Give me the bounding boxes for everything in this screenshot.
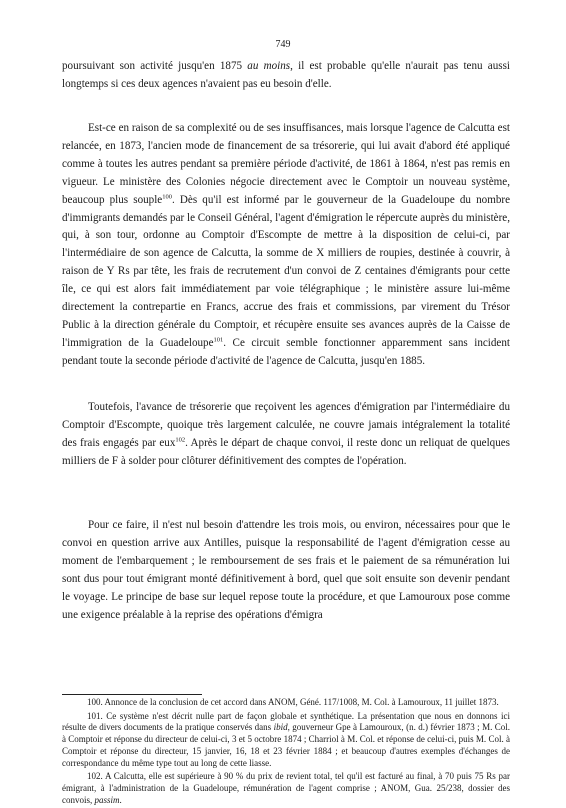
italic-text: au moins (247, 60, 291, 72)
text-run: 101. Ce système n'est décrit nulle part de façon globale et synthétique. La présentation que nous en donnons ici résulte de divers documents de la pratique conservés dans (62, 710, 510, 733)
text-run: poursuivant son activité jusqu'en 1875 (62, 60, 248, 72)
text-run: . Ce circuit semble fonctionner apparemment sans incident pendant toute la seconde période d'activité de l'agence de Calcutta, jusqu'en 1885. (62, 336, 510, 367)
footnote (62, 697, 510, 709)
text-run: Est-ce en raison de sa complexité ou de ses insuffisances, mais lorsque l'agence de Calcutta est relancée, en 1873, l'ancien mode de financement de sa trésorerie, qui lui avait d'abord été appliqué comme à toutes les autres pendant sa première période d'activité, de 1861 à 1864, n'est pas remis en vigueur. Le ministère des Colonies négocie directement avec le Comptoir un nouveau système, beaucoup plus souple (62, 122, 510, 206)
body-paragraph (62, 120, 510, 371)
footnote-ref: 101 (213, 336, 224, 344)
text-run: , gouverneur Gpe à Lamouroux, (n. d.) février 1873 ; M. Col. à Comptoir et réponse du directeur de celui-ci, 3 et 5 octobre 1874 ; Charriol à M. Col. et réponse de celui-ci, puis M. Col. à Comptoir et réponse du directeur, 15 janvier, 16, 18 et 23 février 1884 ; et beaucoup d'autres exemples d'échanges de correspondance du même type tout au long de cette liasse. (62, 722, 510, 768)
footnote (62, 711, 510, 770)
body-paragraph (62, 58, 510, 94)
body-paragraph (62, 399, 510, 471)
italic-text: passim (94, 794, 120, 805)
body-paragraph (62, 517, 510, 624)
footnote (62, 771, 510, 806)
footnote-separator (62, 694, 202, 695)
text-run: . Après le départ de chaque convoi, il reste donc un reliquat de quelques milliers de F à solder pour clôturer définitivement des comptes de l'opération. (62, 436, 510, 467)
page-number: 749 (275, 39, 291, 50)
footnotes-section (62, 697, 510, 808)
footnote-ref: 100 (162, 192, 172, 200)
footnote-ref: 102 (175, 436, 186, 444)
text-run: Toutefois, l'avance de trésorerie que reçoivent les agences d'émigration par l'intermédiaire du Comptoir d'Escompte, quoique très largement calculée, ne couvre jamais intégralement la totalité des frais engagés par eux (62, 401, 510, 449)
text-run: 102. A Calcutta, elle est supérieure à 90 % du prix de revient total, tel qu'il est facturé au final, à 70 puis 75 Rs par émigrant, à l'administration de la Guadeloupe, rémunération de l'agent comprise ; ANOM, Gua. 25/238, dossier des convois, (62, 771, 510, 805)
text-run: Pour ce faire, il n'est nul besoin d'attendre les trois mois, ou environ, nécessaires pour que le convoi en question arrive aux Antilles, puisque la responsabilité de l'agent d'émigration cesse au moment de l'embarquement ; le remboursement de ses frais et le paiement de sa rémunération lui sont dus pour tout émigrant monté définitivement à bord, quel que soit ensuite son devenir pendant le voyage. Le principe de base sur lequel repose toute la procédure, et que Lamouroux pose comme une exigence préalable à la reprise des opérations d'émigra (62, 519, 510, 621)
italic-text: ibid (273, 722, 288, 733)
text-run: . (119, 794, 122, 805)
text-run: 100. Annonce de la conclusion de cet accord dans ANOM, Géné. 117/1008, M. Col. à Lamouroux, 11 juillet 1873. (87, 697, 499, 707)
text-run: . Dès qu'il est informé par le gouverneur de la Guadeloupe du nombre d'immigrants demandés par le Conseil Général, l'agent d'émigration le répercute auprès du ministère, qui, à son tour, ordonne au Comptoir d'Escompte de mettre à la disposition de celui-ci, par l'intermédiaire de son agence de Calcutta, la somme de X milliers de roupies, destinée à couvrir, à raison de Y Rs par tête, les frais de recrutement d'un convoi de Z centaines d'émigrants pour cette île, ce qui est alors fait immédiatement par voie télégraphique ; le ministère assure lui-même directement la contrepartie en Francs, accrue des frais et commissions, par virement du Trésor Public à la direction générale du Comptoir, et récupère ensuite ses avances auprès de la Caisse de l'immigration de la Guadeloupe (62, 193, 510, 349)
text-run: , il est probable qu'elle n'aurait pas tenu aussi longtemps si ces deux agences n'avaient pas eu besoin d'elle. (62, 60, 510, 90)
